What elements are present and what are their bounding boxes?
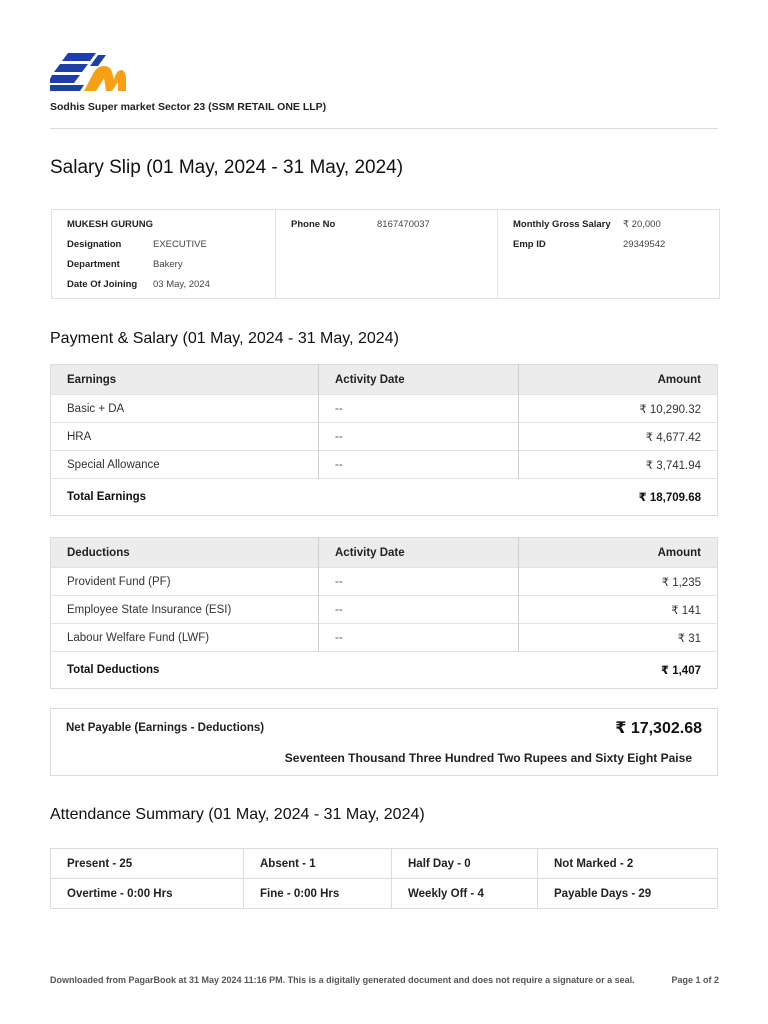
fine-value: Fine - 0:00 Hrs (244, 879, 392, 909)
attendance-section-title: Attendance Summary (01 May, 2024 - 31 May, 2024) (50, 806, 425, 823)
page-number: Page 1 of 2 (671, 975, 719, 985)
not-marked-count: Not Marked - 2 (538, 849, 718, 879)
phone-row (291, 219, 497, 239)
earning-date: -- (319, 451, 519, 479)
deduction-date: -- (319, 568, 519, 596)
table-header-row (51, 365, 718, 395)
total-deductions-value: ₹ 1,407 (519, 652, 718, 689)
deduction-name: Employee State Insurance (ESI) (51, 596, 319, 624)
gross-label: Monthly Gross Salary (513, 219, 611, 230)
footer-note: Downloaded from PagarBook at 31 May 2024 11:16 PM. This is a digitally generated document and does not require a signature or a seal. (50, 975, 635, 985)
net-payable-words: Seventeen Thousand Three Hundred Two Rupees and Sixty Eight Paise (284, 751, 692, 765)
doj-value: 03 May, 2024 (153, 279, 210, 290)
table-row (51, 451, 718, 479)
total-deductions-label: Total Deductions (51, 652, 319, 689)
phone-label: Phone No (291, 219, 336, 230)
salary-info-column (498, 210, 719, 298)
net-payable-amount: ₹ 17,302.68 (615, 720, 702, 737)
attendance-table (50, 848, 718, 909)
table-row (51, 395, 718, 423)
earnings-table (50, 364, 718, 516)
half-day-count: Half Day - 0 (392, 849, 538, 879)
earning-name: Special Allowance (51, 451, 319, 479)
absent-count: Absent - 1 (244, 849, 392, 879)
table-row (51, 624, 718, 652)
empid-label: Emp ID (513, 239, 546, 250)
deductions-table (50, 537, 718, 689)
employee-details (51, 209, 720, 299)
earning-amount: ₹ 3,741.94 (519, 451, 718, 479)
employee-info-column (52, 210, 276, 298)
page-title: Salary Slip (01 May, 2024 - 31 May, 2024) (50, 157, 404, 178)
doj-row (67, 279, 275, 299)
deduction-amount: ₹ 1,235 (519, 568, 718, 596)
company-name: Sodhis Super market Sector 23 (SSM RETAIL ONE LLP) (50, 101, 327, 113)
deduction-amount: ₹ 141 (519, 596, 718, 624)
table-row (51, 879, 718, 909)
total-earnings-value: ₹ 18,709.68 (519, 479, 718, 516)
earning-name: Basic + DA (51, 395, 319, 423)
net-payable-box (50, 708, 718, 776)
earning-date: -- (319, 395, 519, 423)
designation-label: Designation (67, 239, 122, 250)
net-payable-label: Net Payable (Earnings - Deductions) (66, 722, 265, 734)
payment-section-title: Payment & Salary (01 May, 2024 - 31 May, 2024) (50, 330, 399, 347)
activity-date-header: Activity Date (319, 538, 519, 568)
total-deductions-row (51, 652, 718, 689)
deductions-header: Deductions (51, 538, 319, 568)
empid-value: 29349542 (623, 239, 666, 250)
weekly-off-count: Weekly Off - 4 (392, 879, 538, 909)
empid-row (513, 239, 719, 259)
contact-column (276, 210, 498, 298)
payable-days-count: Payable Days - 29 (538, 879, 718, 909)
deduction-name: Provident Fund (PF) (51, 568, 319, 596)
deduction-amount: ₹ 31 (519, 624, 718, 652)
earnings-header: Earnings (51, 365, 319, 395)
earning-name: HRA (51, 423, 319, 451)
earning-amount: ₹ 4,677.42 (519, 423, 718, 451)
table-header-row (51, 538, 718, 568)
activity-date-header: Activity Date (319, 365, 519, 395)
department-label: Department (67, 259, 120, 270)
table-row (51, 423, 718, 451)
gross-row (513, 219, 719, 239)
phone-value: 8167470037 (377, 219, 430, 230)
deduction-date: -- (319, 624, 519, 652)
deduction-name: Labour Welfare Fund (LWF) (51, 624, 319, 652)
department-row (67, 259, 275, 279)
table-row (51, 849, 718, 879)
present-count: Present - 25 (51, 849, 244, 879)
doj-label: Date Of Joining (67, 279, 138, 290)
header-divider (50, 128, 718, 129)
amount-header: Amount (519, 538, 718, 568)
deduction-date: -- (319, 596, 519, 624)
earning-amount: ₹ 10,290.32 (519, 395, 718, 423)
employee-name: MUKESH GURUNG (67, 219, 154, 230)
company-logo (50, 50, 126, 92)
department-value: Bakery (153, 259, 183, 270)
earning-date: -- (319, 423, 519, 451)
amount-header: Amount (519, 365, 718, 395)
gross-value: ₹ 20,000 (623, 219, 661, 230)
overtime-value: Overtime - 0:00 Hrs (51, 879, 244, 909)
designation-row (67, 239, 275, 259)
total-earnings-row (51, 479, 718, 516)
total-earnings-label: Total Earnings (51, 479, 319, 516)
table-row (51, 596, 718, 624)
designation-value: EXECUTIVE (153, 239, 207, 250)
table-row (51, 568, 718, 596)
